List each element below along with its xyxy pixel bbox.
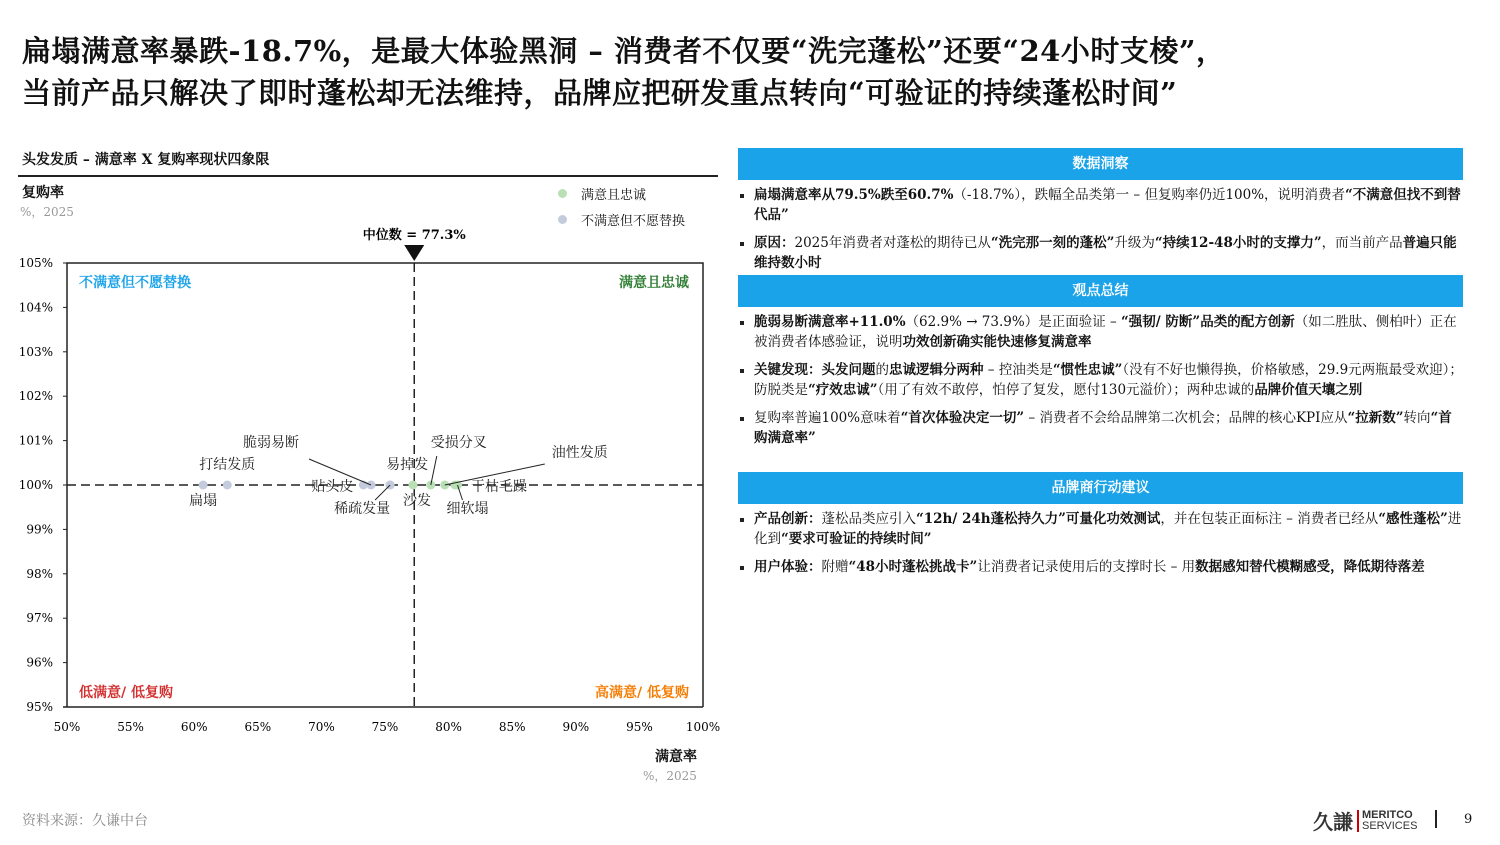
bullet-text: “持续12-48小时的支撑力” (1154, 235, 1322, 251)
bullet-text: – 控油类是 (983, 362, 1053, 378)
y-tick-label: 105% (18, 256, 53, 270)
x-tick-label: 85% (498, 720, 526, 734)
bullet-text: 复购率普遍100%意味着 (754, 410, 901, 426)
bullet-text: 转向 (1403, 410, 1431, 426)
bullet-text: ，并在包装正面标注 – 消费者已经从 (1160, 511, 1379, 527)
x-tick-label: 60% (180, 720, 208, 734)
y-tick-label: 99% (26, 522, 53, 537)
bullet-item (738, 408, 1463, 448)
median-marker-icon (404, 245, 424, 261)
bullet-item (738, 557, 1463, 577)
quadrant-label-top-left: 不满意但不愿替换 (79, 275, 191, 291)
bullet-text: 脆弱易断满意率+11.0% (754, 314, 906, 330)
data-point (199, 481, 208, 490)
data-point-label: 易掉发 (386, 457, 429, 473)
bullet-item (738, 360, 1463, 400)
x-tick-label: 65% (244, 720, 272, 734)
bullet-text: 数据感知替代模糊感受，降低期待落差 (1195, 559, 1425, 575)
y-tick-label: 95% (26, 700, 53, 714)
bullet-text: “要求可验证的持续时间” (781, 531, 932, 547)
footer-divider (1435, 810, 1437, 828)
logo-cn: 久謙 (1313, 812, 1353, 834)
bullet-text: （62.9% → 73.9%）是正面验证 – (905, 314, 1122, 330)
x-tick-label: 75% (371, 720, 399, 734)
bullet-text: “12h/ 24h蓬松持久力”可量化功效测试 (916, 511, 1161, 527)
x-tick-label: 80% (435, 720, 462, 734)
data-point (223, 481, 232, 490)
leader-line (375, 485, 390, 500)
x-tick-label: 55% (117, 720, 144, 734)
panel-header: 数据洞察 (738, 148, 1463, 180)
page-title (22, 30, 1226, 114)
panel-header: 观点总结 (738, 275, 1463, 307)
x-tick-label: 70% (308, 720, 335, 734)
bullet-text: 2025年消费者对蓬松的期待已从 (794, 235, 991, 251)
bullet-text: – 消费者不会给品牌第二次机会；品牌的核心KPI应从 (1024, 410, 1348, 426)
logo-en (1357, 810, 1417, 832)
data-point-label: 稀疏发量 (334, 501, 391, 517)
median-label: 中位数 = 77.3% (362, 228, 466, 243)
bullet-text: （-18.7%），跌幅全品类第一 – 但复购率仍近100%，说明消费者 (953, 187, 1346, 203)
bullet-text: “拉新数” (1347, 410, 1404, 426)
bullet-text: 忠诚逻辑分两种 (889, 362, 984, 378)
y-tick-label: 102% (18, 389, 53, 404)
bullet-text: 品牌价值天壤之别 (1254, 382, 1363, 398)
y-axis-label: 复购率 (22, 185, 64, 201)
data-point-label: 干枯毛躁 (470, 479, 527, 495)
x-axis-unit: %，2025 (643, 769, 697, 783)
bullet-text: 用户体验： (754, 559, 822, 575)
bullet-text: 关键发现：头发问题 (754, 362, 876, 378)
data-point-label: 扁塌 (189, 493, 218, 509)
x-tick-label: 50% (53, 720, 81, 734)
y-tick-label: 100% (18, 478, 53, 492)
quadrant-label-bottom-left: 低满意/ 低复购 (79, 685, 173, 701)
leader-line (431, 456, 437, 485)
bullet-text: （如二胜肽、侧柏叶）正在被消费者体感验证，说明 (754, 314, 1457, 350)
panel-1 (738, 148, 1463, 281)
data-point-label: 打结发质 (199, 457, 256, 473)
bullet-text: “首购满意率” (754, 410, 1452, 446)
x-tick-label: 100% (685, 720, 721, 734)
bullet-text: “强韧/ 防断”品类的配方创新 (1121, 314, 1295, 330)
legend-dot-icon (558, 189, 567, 198)
bullet-text: 原因： (754, 235, 795, 251)
quadrant-label-bottom-right: 高满意/ 低复购 (595, 685, 689, 701)
data-point-label: 贴头皮 (311, 479, 354, 495)
bullet-item (738, 233, 1463, 273)
y-tick-label: 96% (26, 655, 53, 670)
bullet-text: 产品创新： (754, 511, 822, 527)
bullet-text: “疗效忠诚” (808, 382, 878, 398)
bullet-text: 蓬松品类应引入 (821, 511, 916, 527)
legend-label: 满意且忠诚 (581, 187, 647, 203)
y-tick-label: 103% (18, 344, 53, 359)
data-point-label: 沙发 (402, 493, 431, 509)
data-point-label: 油性发质 (551, 445, 608, 461)
bullet-text: 升级为 (1114, 235, 1155, 251)
bullet-text: “48小时蓬松挑战卡” (848, 559, 978, 575)
chart-title-rule (18, 175, 718, 177)
y-tick-label: 101% (18, 433, 53, 448)
bullet-text: ，而当前产品 (1321, 235, 1403, 251)
page-number: 9 (1464, 812, 1473, 827)
y-tick-label: 97% (26, 611, 53, 626)
bullet-text: “不满意但找不到替代品” (754, 187, 1461, 223)
title-line-2: 当前产品只解决了即时蓬松却无法维持，品牌应把研发重点转向“可验证的持续蓬松时间” (22, 76, 1178, 110)
scatter-chart (0, 215, 730, 735)
bullet-text: 的 (875, 362, 889, 378)
bullet-text: 让消费者记录使用后的支撑时长 – 用 (977, 559, 1196, 575)
bullet-text: “首次体验决定一切” (900, 410, 1025, 426)
bullet-text: 普遍只能维持数小时 (754, 235, 1457, 271)
bullet-text: “感性蓬松” (1378, 511, 1448, 527)
x-axis-label: 满意率 (655, 749, 697, 765)
bullet-item (738, 185, 1463, 225)
data-point-label: 受损分叉 (430, 435, 487, 451)
bullet-item (738, 509, 1463, 549)
panel-2 (738, 275, 1463, 456)
y-axis-unit: %，2025 (20, 205, 74, 219)
source-note: 资料来源：久谦中台 (22, 813, 148, 829)
y-tick-label: 104% (18, 300, 53, 315)
y-tick-label: 98% (26, 566, 53, 581)
bullet-text: “洗完那一刻的蓬松” (990, 235, 1115, 251)
chart-title: 头发发质 – 满意率 X 复购率现状四象限 (22, 152, 270, 168)
bullet-text: “惯性忠诚” (1052, 362, 1123, 378)
company-logo (1313, 806, 1417, 835)
bullet-text: 附赠 (821, 559, 849, 575)
legend-label: 不满意但不愿替换 (581, 213, 686, 229)
data-point-label: 脆弱易断 (243, 435, 300, 451)
bullet-text: 进化到 (754, 511, 1462, 547)
legend-item (558, 180, 685, 206)
panel-header: 品牌商行动建议 (738, 472, 1463, 504)
data-point (408, 481, 417, 490)
bullet-text: （用了有效不敢停，怕停了复发，愿付130元溢价）；两种忠诚的 (877, 382, 1255, 398)
bullet-text: （没有不好也懒得换，价格敏感，29.9元两瓶最受欢迎）；防脱类是 (754, 362, 1463, 398)
data-point-label: 细软塌 (446, 501, 489, 517)
panel-3 (738, 472, 1463, 585)
bullet-text: 扁塌满意率从79.5%跌至60.7% (754, 187, 954, 203)
title-line-1: 扁塌满意率暴跌-18.7%，是最大体验黑洞 – 消费者不仅要“洗完蓬松”还要“24小时支棱”， (22, 34, 1226, 68)
x-tick-label: 90% (562, 720, 590, 734)
logo-en-2: SERVICES (1362, 819, 1418, 832)
x-tick-label: 95% (626, 720, 653, 734)
bullet-text: 功效创新确实能快速修复满意率 (902, 334, 1092, 350)
quadrant-label-top-right: 满意且忠诚 (619, 275, 689, 291)
logo-en-1: MERITCO (1362, 808, 1413, 821)
bullet-item (738, 312, 1463, 352)
